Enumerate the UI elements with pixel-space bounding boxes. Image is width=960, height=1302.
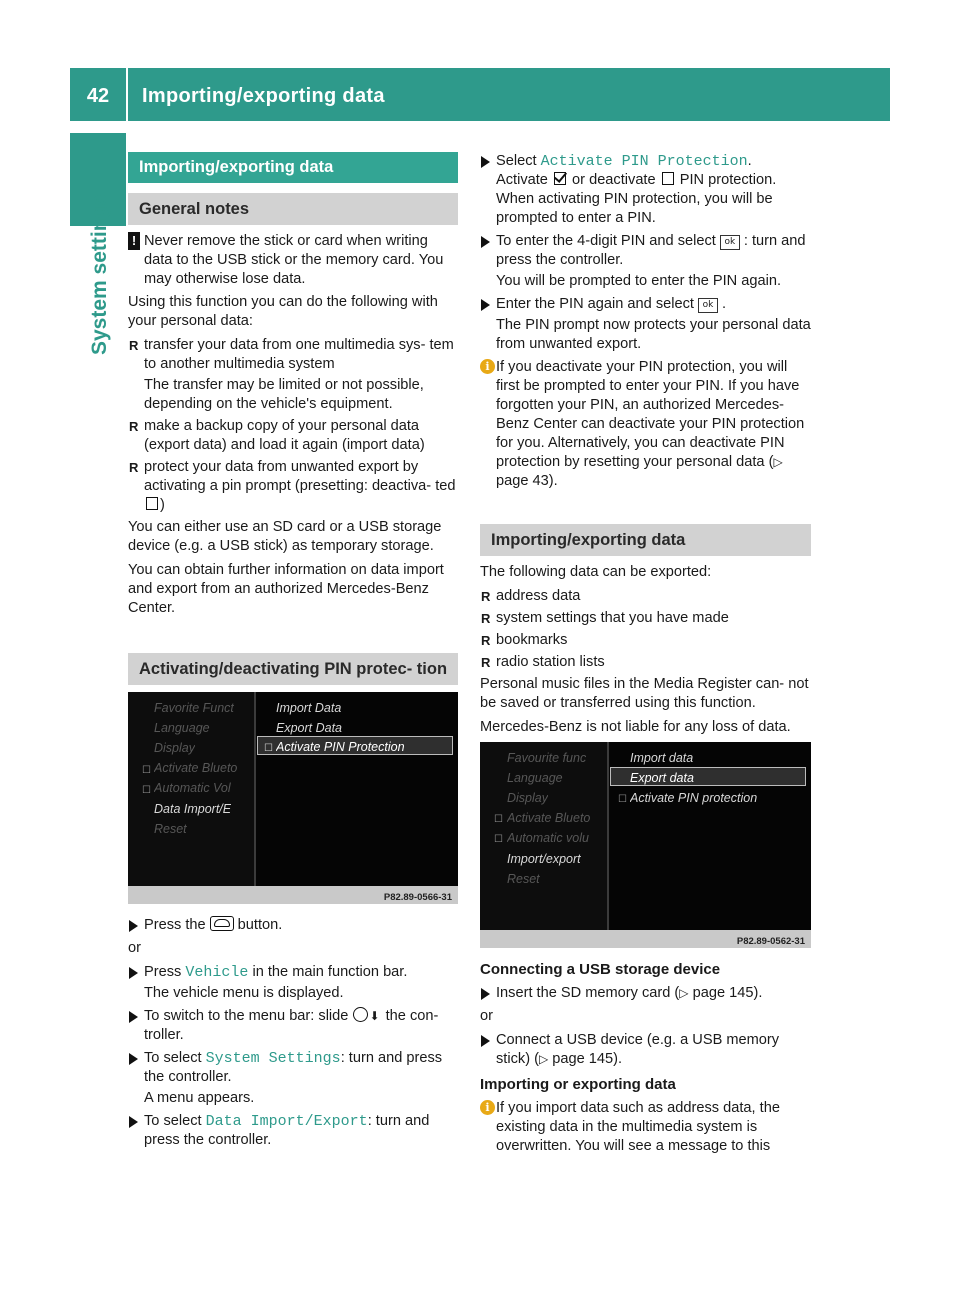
- menu-item: Display: [154, 741, 195, 755]
- intro-paragraph: Using this function you can do the following with your personal data:: [128, 294, 438, 329]
- checkbox-icon: ☐: [494, 834, 503, 845]
- instruction-step: [480, 152, 811, 228]
- or-text: or: [480, 1008, 493, 1024]
- menu-item: Import Data: [276, 701, 342, 715]
- menu-item-selected: Export data: [630, 771, 694, 785]
- screenshot-caption: [128, 886, 458, 904]
- step-text: To select: [144, 1050, 202, 1066]
- info-text: ).: [548, 473, 558, 489]
- instruction-step: [480, 1031, 811, 1069]
- page-reference[interactable]: page 145: [552, 1051, 614, 1067]
- step-result: A menu appears.: [144, 1090, 255, 1106]
- step-text: Activate: [496, 172, 548, 188]
- step-text: .: [747, 153, 752, 169]
- screen-menu-right: [256, 692, 458, 886]
- instruction-step: [128, 1007, 458, 1045]
- ok-icon: ok: [720, 235, 740, 250]
- menu-item: Reset: [154, 822, 187, 836]
- step-text: .: [721, 296, 727, 312]
- screenshot-export-menu: [480, 742, 811, 948]
- page-number: 42: [86, 85, 110, 107]
- step-arrow-icon: [481, 1035, 490, 1047]
- page-ref-arrow-icon: ▷: [773, 455, 783, 469]
- section-heading: Importing/exporting data: [128, 152, 458, 183]
- left-column: [128, 152, 458, 1154]
- step-text: Select: [496, 153, 537, 169]
- feature-list: [128, 336, 458, 515]
- step-arrow-icon: [129, 967, 138, 979]
- instruction-step: [480, 295, 811, 354]
- step-text: or deactivate: [572, 172, 656, 188]
- chapter-title: System settings: [88, 193, 111, 355]
- step-arrow-icon: [129, 1116, 138, 1128]
- step-text: Enter the PIN again and select: [496, 296, 694, 312]
- step-arrow-icon: [129, 920, 138, 932]
- list-item-text-end: ): [160, 497, 165, 513]
- step-text: Press the: [144, 917, 206, 933]
- list-item-text: protect your data from unwanted export by activating a pin prompt (presetting: deactiva- ted: [144, 459, 456, 494]
- warning-note: [128, 232, 458, 289]
- step-text: in the main function bar.: [252, 964, 408, 980]
- step-text: ).: [753, 985, 763, 1001]
- menu-item: Automatic volu: [507, 831, 589, 845]
- step-text: To select: [144, 1113, 202, 1129]
- screen-menu-left: [480, 742, 609, 930]
- checkbox-icon: [662, 172, 674, 185]
- step-text: Press: [144, 964, 182, 980]
- list-item-text: transfer your data from one multimedia sys- tem to another multimedia system: [144, 337, 454, 372]
- menu-item-active: Data Import/E: [154, 802, 232, 816]
- step-result: You will be prompted to enter the PIN again.: [496, 273, 782, 289]
- step-text: : turn and press the controller.: [496, 233, 806, 268]
- step-text: ).: [613, 1051, 623, 1067]
- storage-paragraph: You can either use an SD card or a USB storage device (e.g. a USB stick) as temporary storage.: [128, 519, 442, 554]
- step-arrow-icon: [129, 1053, 138, 1065]
- list-item: [128, 336, 458, 414]
- list-item: R radio station lists: [480, 653, 811, 672]
- list-item: [128, 417, 458, 455]
- warning-text: Never remove the stick or card when writing data to the USB stick or the memory card. You may otherwise lose data.: [144, 233, 444, 287]
- page-ref-arrow-icon: ▷: [679, 986, 689, 1000]
- import-heading: Importing or exporting data: [480, 1076, 676, 1093]
- instruction-step: [128, 1049, 458, 1108]
- step-arrow-icon: [481, 236, 490, 248]
- warning-icon: !: [128, 232, 140, 250]
- export-section-heading: Importing/exporting data: [480, 524, 811, 556]
- step-text: To switch to the menu bar: slide: [144, 1008, 349, 1024]
- screen-menu-right: [609, 742, 811, 930]
- header-divider: [126, 68, 128, 121]
- menu-item: Favorite Funct: [154, 701, 234, 715]
- info-note: [480, 1099, 811, 1156]
- pin-heading: Activating/deactivating PIN protec- tion: [128, 653, 458, 685]
- step-text: Connect a USB device (e.g. a USB memory stick) (: [496, 1032, 780, 1067]
- list-item: R address data: [480, 587, 811, 606]
- menu-term: Data Import/Export: [205, 1113, 368, 1130]
- screen-menu-left: [128, 692, 256, 886]
- menu-item: Reset: [507, 872, 540, 886]
- export-intro: The following data can be exported:: [480, 564, 712, 580]
- list-item-subtext: The transfer may be limited or not possible, depending on the vehicle's equipment.: [144, 377, 424, 412]
- step-arrow-icon: [481, 156, 490, 168]
- step-text: Insert the SD memory card (: [496, 985, 680, 1001]
- info-icon: i: [480, 1100, 495, 1115]
- step-result: The PIN prompt now protects your personal data from unwanted export.: [496, 317, 811, 352]
- step-text: the con- troller.: [144, 1008, 439, 1043]
- info-icon: i: [480, 359, 495, 374]
- menu-item: Activate Blueto: [154, 761, 238, 775]
- vehicle-button-icon: [210, 916, 234, 931]
- info-note: [480, 358, 811, 491]
- or-text: or: [128, 940, 141, 956]
- menu-item: Language: [507, 771, 563, 785]
- instruction-step: [480, 232, 811, 291]
- step-text: button.: [237, 917, 283, 933]
- menu-term: System Settings: [205, 1050, 341, 1067]
- step-arrow-icon: [129, 1011, 138, 1023]
- info-text: If you deactivate your PIN protection, you will first be prompted to enter your PIN. If you have forgotten your PIN, an authorized Mercedes-Benz Center can deactivate your PIN protection for you. Alternatively, you can deactivate PIN protection by resetting your personal data (: [496, 359, 805, 470]
- instruction-step: [480, 984, 811, 1003]
- list-item: R system settings that you have made: [480, 609, 811, 628]
- checkbox-icon: ☐: [142, 765, 151, 776]
- page-reference[interactable]: page 145: [692, 985, 754, 1001]
- instruction-step: [128, 1112, 458, 1150]
- image-code: P82.89-0562-31: [736, 936, 805, 947]
- menu-item: Export Data: [276, 721, 343, 735]
- checkbox-icon: [146, 497, 158, 510]
- page-ref-arrow-icon: ▷: [538, 1052, 549, 1066]
- list-item-text: make a backup copy of your personal data (export data) and load it again (import data): [144, 418, 425, 453]
- general-notes-heading: General notes: [128, 193, 458, 225]
- info-text: If you import data such as address data, the existing data in the multimedia system is overwritten. You will see a message to this: [496, 1100, 780, 1154]
- page-title: Importing/exporting data: [142, 85, 385, 107]
- step-arrow-icon: [481, 988, 490, 1000]
- right-column: [480, 152, 811, 1161]
- menu-item: Activate PIN protection: [630, 791, 758, 805]
- list-item: [128, 458, 458, 515]
- step-text: PIN protection. When activating PIN protection, you will be prompted to enter a PIN.: [496, 172, 777, 226]
- instruction-step: [128, 963, 458, 1003]
- menu-item: Automatic Vol: [154, 781, 231, 795]
- step-text: : turn and press the controller.: [144, 1113, 430, 1148]
- usb-heading: Connecting a USB storage device: [480, 961, 721, 978]
- screenshot-caption: [480, 930, 811, 948]
- step-arrow-icon: [481, 299, 490, 311]
- step-text: To enter the 4-digit PIN and select: [496, 233, 716, 249]
- slide-down-icon: ⬇: [369, 1009, 380, 1023]
- instruction-step: [128, 916, 458, 935]
- page-header: [70, 68, 890, 121]
- menu-item-selected: Activate PIN Protection: [276, 740, 405, 754]
- menu-item: Display: [507, 791, 548, 805]
- checkbox-icon: ☐: [264, 743, 273, 754]
- menu-item-active: Import/export: [507, 852, 581, 866]
- menu-item: Favourite func: [507, 751, 587, 765]
- menu-item: Import data: [630, 751, 694, 765]
- checkbox-icon: ☐: [618, 794, 627, 805]
- checkbox-icon: ☐: [494, 814, 503, 825]
- liability-paragraph: Mercedes-Benz is not liable for any loss of data.: [480, 719, 791, 735]
- step-text: : turn and press the controller.: [144, 1050, 443, 1085]
- menu-item: Activate Blueto: [507, 811, 591, 825]
- step-result: The vehicle menu is displayed.: [144, 985, 344, 1001]
- info-paragraph: You can obtain further information on data import and export from an authorized Mercedes-Benz Center.: [128, 562, 444, 616]
- ok-icon: ok: [698, 298, 718, 313]
- checkbox-icon: ☐: [142, 785, 151, 796]
- menu-item: Language: [154, 721, 210, 735]
- music-paragraph: Personal music files in the Media Register can- not be saved or transferred using this function.: [480, 676, 809, 711]
- image-code: P82.89-0566-31: [383, 892, 452, 903]
- checkbox-checked-icon: [554, 172, 566, 185]
- list-item: R bookmarks: [480, 631, 811, 650]
- controller-icon: [353, 1007, 368, 1022]
- page-reference[interactable]: page 43: [496, 473, 549, 489]
- menu-term: Vehicle: [185, 964, 249, 981]
- menu-term: Activate PIN Protection: [540, 153, 748, 170]
- export-list: [480, 587, 811, 672]
- screenshot-pin-menu: [128, 692, 458, 904]
